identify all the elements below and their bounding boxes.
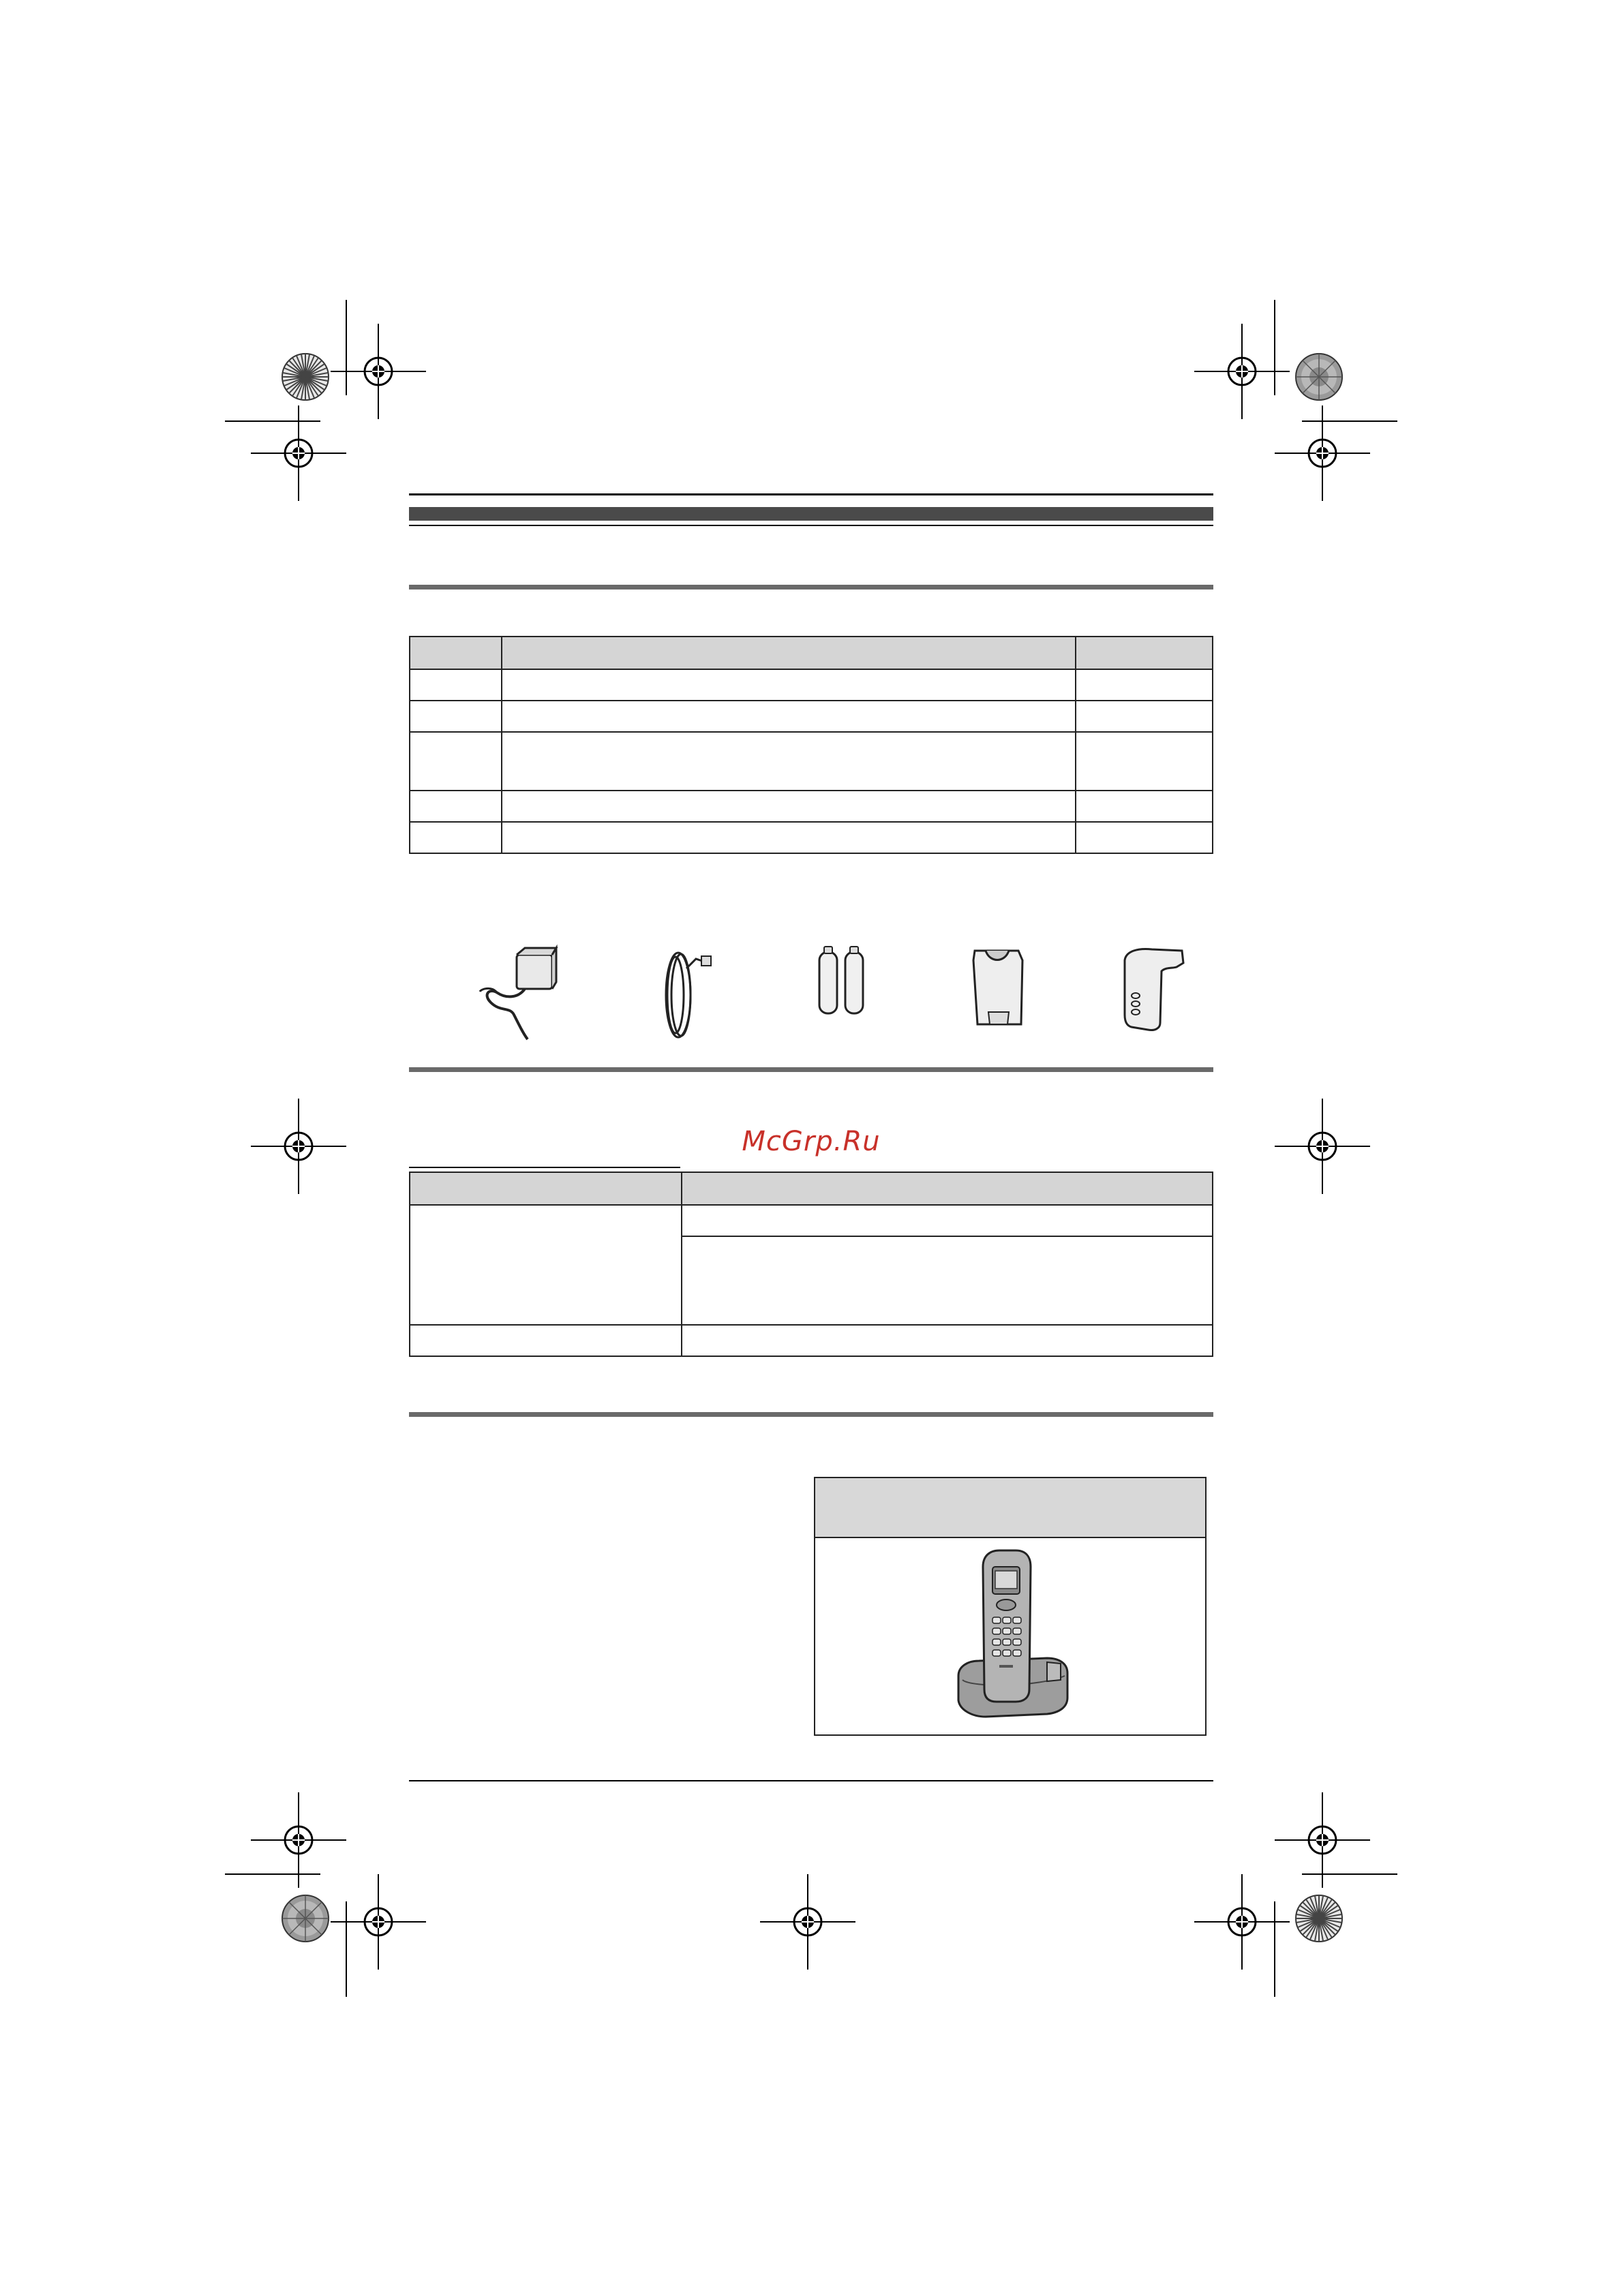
table-row — [410, 732, 1213, 791]
product-figure-box — [814, 1477, 1207, 1736]
line-cord-icon — [651, 944, 719, 1046]
table-row — [410, 1205, 1213, 1236]
accessories-table — [409, 636, 1213, 854]
cordless-handset-on-charger-icon — [945, 1546, 1081, 1730]
table-header-row — [410, 637, 1213, 669]
section-rule-specifications — [409, 1067, 1213, 1072]
table-cell — [682, 1205, 1213, 1236]
section-rule-accessories — [409, 585, 1213, 590]
header-top-rule — [409, 493, 1213, 495]
table-header-cell-left — [410, 1172, 682, 1205]
table-row — [410, 701, 1213, 732]
table-cell — [682, 1325, 1213, 1356]
table-row — [410, 791, 1213, 822]
header-band — [409, 507, 1213, 521]
table-header-cell-right — [682, 1172, 1213, 1205]
table-header-cell-no — [410, 637, 502, 669]
table-row — [410, 1325, 1213, 1356]
section-rule-expanding — [409, 1412, 1213, 1417]
table-header-cell-item — [502, 637, 1076, 669]
table-row — [410, 669, 1213, 701]
belt-clip-icon — [1111, 944, 1200, 1032]
table-cell — [682, 1236, 1213, 1325]
handset-cover-icon — [968, 944, 1029, 1032]
table-header-row — [410, 1172, 1213, 1205]
specifications-table — [409, 1172, 1213, 1357]
table-cell — [410, 1325, 682, 1356]
product-figure-header — [815, 1478, 1205, 1538]
table-cell — [410, 1205, 682, 1325]
header-bottom-rule — [409, 525, 1213, 526]
subheading-underline — [409, 1167, 680, 1168]
watermark: McGrp.Ru — [742, 1126, 881, 1157]
table-header-cell-qty — [1076, 637, 1213, 669]
table-row — [410, 822, 1213, 853]
battery-icon — [811, 944, 873, 1019]
ac-adaptor-icon — [470, 944, 573, 1046]
footer-rule — [409, 1780, 1213, 1781]
